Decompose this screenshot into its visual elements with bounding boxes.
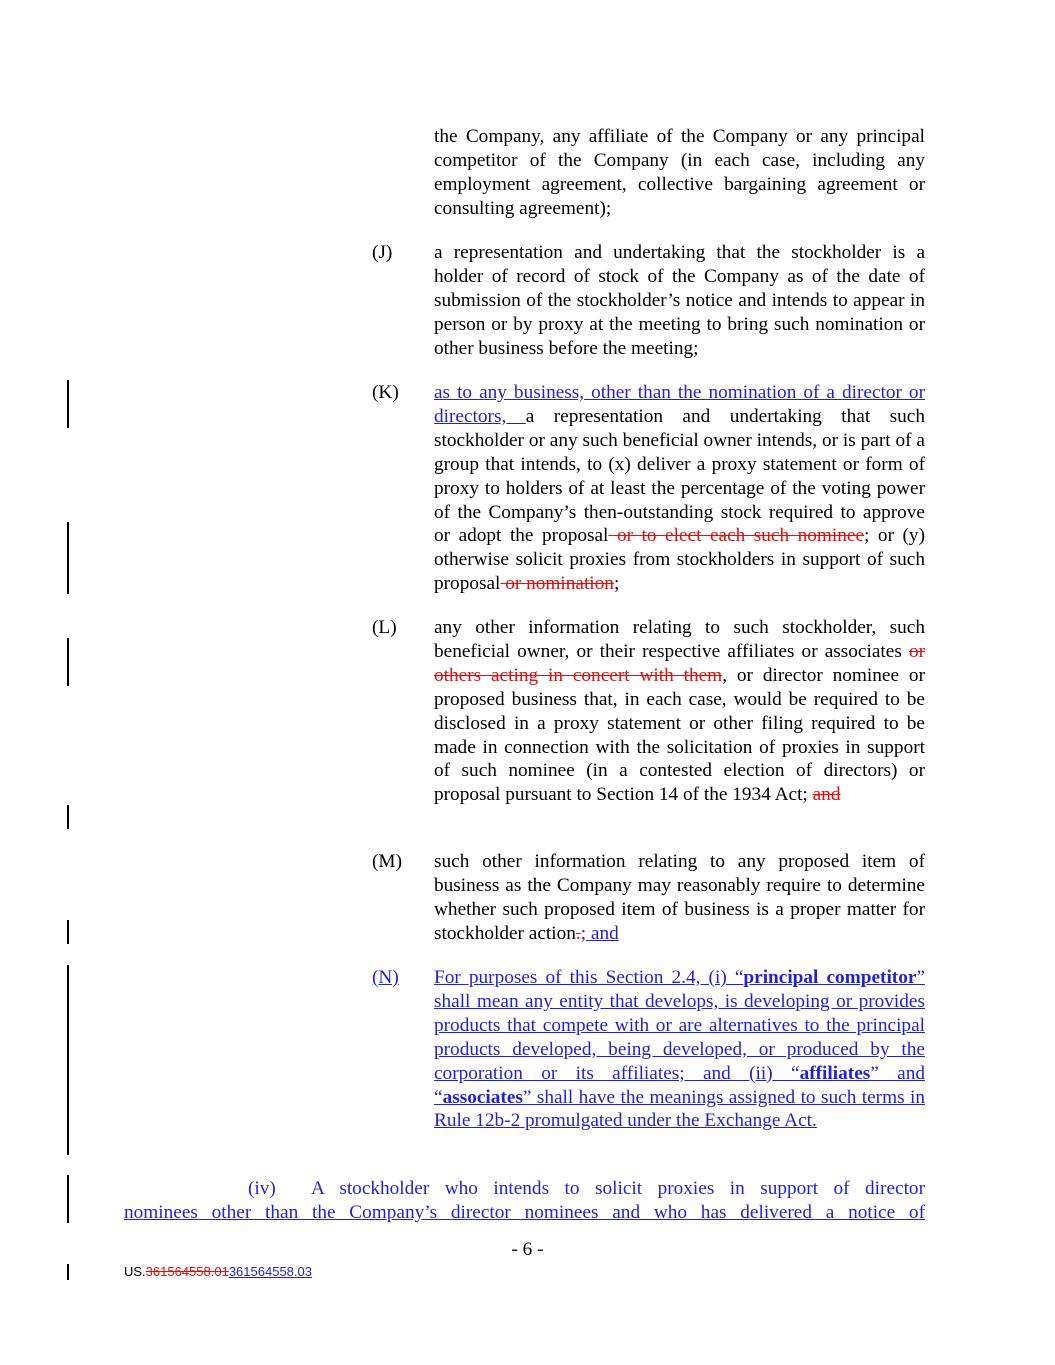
defined-term: affiliates — [799, 1062, 871, 1084]
continuation-paragraph — [434, 125, 925, 221]
deleted-text: . — [575, 922, 581, 944]
section-iv-line-2 — [124, 1201, 925, 1225]
document-id — [124, 1264, 312, 1280]
change-bar — [67, 1175, 69, 1223]
item-m-label: (M) — [372, 851, 402, 872]
doc-id-deleted: 361564558.01 — [145, 1264, 229, 1279]
change-bar — [67, 570, 69, 594]
item-j-label: (J) — [372, 242, 393, 263]
deleted-text: or nomination — [500, 573, 614, 595]
change-bar — [67, 920, 69, 944]
item-k-text — [434, 381, 925, 596]
deleted-text: or to elect each such nominee — [608, 525, 865, 547]
item-n-body-1: For purposes of this Section 2.4, (i) “ — [434, 967, 744, 988]
section-iv-text-2: nominees other than the Company’s director nominees and who has delivered a notice of — [124, 1202, 925, 1223]
item-l-label: (L) — [372, 617, 397, 638]
defined-term: associates — [442, 1086, 523, 1108]
item-k-body-3: ; — [613, 573, 620, 595]
inserted-text: ; and — [580, 922, 619, 944]
item-j-body: a representation and undertaking that the stockholder is a holder of record of stock of the Company as of the date of submission of the stockholder’s notice and intends to appear in person or by proxy at the meeting to bring such nomination or other business before the meeting; — [434, 242, 925, 359]
continuation-text: the Company, any affiliate of the Company or any principal competitor of the Company (in each case, including any employment agreement, collective bargaining agreement or consulting agreement); — [434, 126, 925, 219]
change-bar — [67, 638, 69, 686]
change-bar — [67, 522, 69, 570]
doc-id-inserted: 361564558.03 — [228, 1264, 312, 1279]
item-m-text — [434, 850, 925, 946]
page-number: - 6 - — [511, 1239, 544, 1260]
change-bar — [67, 380, 69, 428]
section-iv-label: (iv) — [248, 1178, 276, 1199]
change-bar — [67, 805, 69, 829]
item-l-body-1: any other information relating to such stockholder, such beneficial owner, or their respective affiliates or associates — [434, 617, 925, 662]
item-n-body-4: ” shall have the meanings assigned to such terms in Rule 12b-2 promulgated under the Exchange Act. — [434, 1086, 925, 1132]
item-l-body-2: , or director nominee or proposed business that, in each case, would be required to be disclosed in a proxy statement or other filing required to be made in connection with the solicitation of proxies in support of such nominee (in a contested election of directors) or proposal pursuant to Section 14 of the 1934 Act; — [434, 664, 925, 806]
item-m-body: such other information relating to any proposed item of business as the Company may reasonably require to determine whether such proposed item of business is a proper matter for stockholder action — [434, 851, 925, 944]
inserted-text: as to any business, other than the nomination of a director or directors, — [434, 382, 925, 427]
item-n-body-3: ” and “ — [434, 1062, 925, 1108]
defined-term: principal competitor — [743, 967, 917, 988]
item-n-label: (N) — [372, 967, 399, 988]
item-j-text — [434, 241, 925, 361]
change-bar — [67, 965, 69, 1155]
item-n-text — [434, 966, 925, 1133]
item-k-body-1: a representation and undertaking that such stockholder or any such beneficial owner intends, or is part of a group that intends, to (x) deliver a proxy statement or form of proxy to holders of at least the percentage of the voting power of the Company’s then-outstanding stock required to approve or adopt the proposal — [434, 405, 925, 547]
item-l-text — [434, 616, 925, 807]
item-k-body-2: ; or (y) otherwise solicit proxies from stockholders in support of such proposal — [434, 525, 925, 595]
deleted-text: or others acting in concert with them — [434, 640, 925, 686]
item-n-body-2: ” shall mean any entity that develops, is developing or provides products that compete with or are alternatives to the principal products developed, being developed, or produced by the corporation or its affiliates; and (ii) “ — [434, 967, 925, 1084]
item-k-label: (K) — [372, 382, 399, 403]
deleted-text: and — [812, 784, 841, 806]
change-bar — [67, 1264, 69, 1280]
doc-id-prefix: US. — [124, 1264, 146, 1279]
section-iv-text-1: A stockholder who intends to solicit proxies in support of director — [311, 1178, 925, 1199]
